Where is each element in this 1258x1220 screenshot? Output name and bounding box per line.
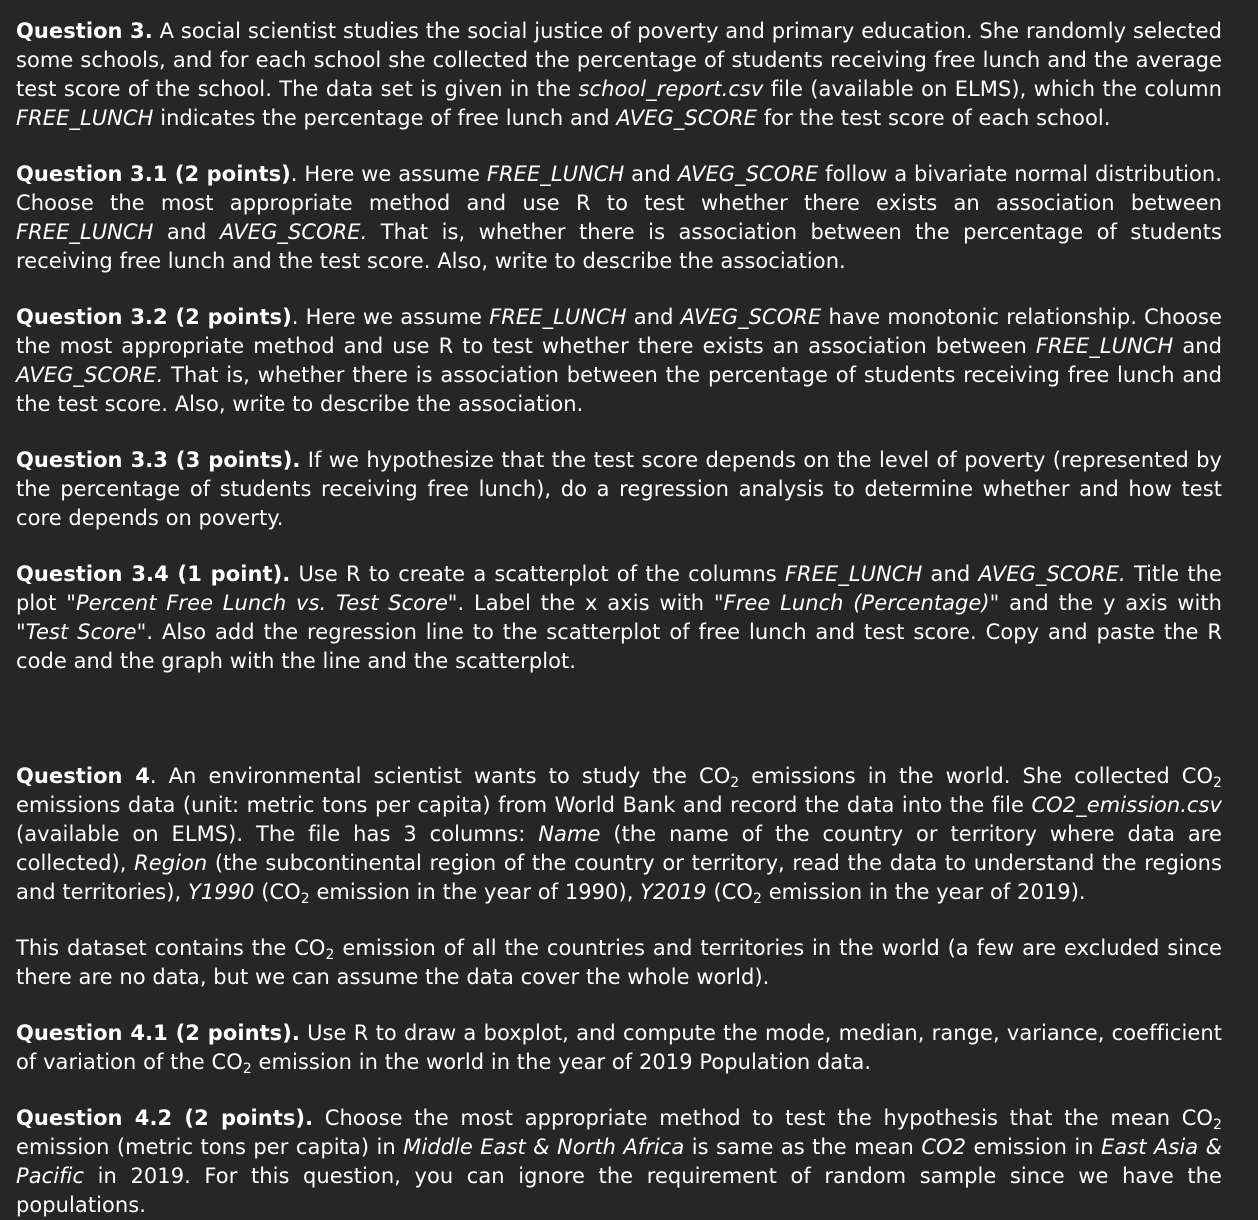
question-4-note <box>16 934 1222 992</box>
question-text: " and the y axis with " <box>16 591 1222 644</box>
column-name: FREE_LUNCH <box>1035 334 1174 358</box>
column-name: Y2019 <box>640 880 707 904</box>
column-name: FREE_LUNCH <box>784 562 923 586</box>
question-text: and <box>1182 334 1222 358</box>
question-4-2-label: Question 4.2 (2 points). <box>16 1106 314 1130</box>
question-text: (available on ELMS). The file has 3 columns: <box>16 822 526 846</box>
question-text: Choose the most appropriate method to test the hypothesis that the mean CO <box>324 1106 1214 1130</box>
subscript: 2 <box>752 891 762 907</box>
subscript: 2 <box>325 947 335 963</box>
question-text: emission in the year of 2019). <box>768 880 1086 904</box>
question-text: (CO <box>261 880 301 904</box>
question-text: and <box>930 562 971 586</box>
question-3-2 <box>16 303 1222 419</box>
question-text: Title the plot " <box>16 562 1222 615</box>
question-text: ". Also add the regression line to the scatterplot of free lunch and test score. Copy and paste the R code and the graph with the line and the scatterplot. <box>16 620 1223 673</box>
question-text: follow a bivariate normal distribution. Choose the most appropriate method and use R to test whether there exists an association between <box>16 162 1223 215</box>
question-text: and <box>166 220 207 244</box>
subscript: 2 <box>1213 1117 1222 1133</box>
question-4-1 <box>16 1019 1222 1077</box>
document-page <box>16 17 1222 1220</box>
question-text: (the name of the country or territory where data are collected), <box>16 822 1222 875</box>
question-text: and <box>631 162 671 186</box>
question-4 <box>16 762 1222 907</box>
question-3-1 <box>16 160 1222 276</box>
x-label-text: Free Lunch (Percentage) <box>723 591 990 615</box>
question-text: and <box>633 305 674 329</box>
question-text: in 2019. For this question, you can ignore the requirement of random sample since we have the populations. <box>16 1164 1222 1217</box>
region-name: Middle East & North Africa <box>403 1135 685 1159</box>
question-3-label: Question 3. <box>16 19 153 43</box>
question-3-text: A social scientist studies the social justice of poverty and primary education. She randomly selected some schools, and for each school she collected the percentage of students receiving free lunch and the average test score of the school. The data set is given in the <box>16 19 1222 101</box>
column-name: AVEG_SCORE. <box>220 220 368 244</box>
question-3 <box>16 17 1222 133</box>
question-text: . An environmental scientist wants to study the CO <box>149 764 731 788</box>
filename: CO2_emission.csv <box>1031 793 1222 817</box>
question-3-text: indicates the percentage of free lunch and <box>160 106 610 130</box>
column-name: Name <box>538 822 601 846</box>
question-3-4 <box>16 560 1222 676</box>
question-text: emission in the year of 1990), <box>316 880 634 904</box>
question-3-text: file (available on ELMS), which the column <box>770 77 1223 101</box>
co2-text: CO2 <box>921 1135 967 1159</box>
question-text: (the subcontinental region of the country or territory, read the data to understand the regions and territories), <box>16 851 1222 904</box>
column-name: FREE_LUNCH <box>489 305 627 329</box>
column-name: AVEG_SCORE <box>680 305 822 329</box>
question-text: emissions in the world. She collected CO <box>751 764 1214 788</box>
question-3-text: for the test score of each school. <box>763 106 1111 130</box>
column-name: FREE_LUNCH <box>486 162 625 186</box>
question-text: Use R to create a scatterplot of the columns <box>298 562 777 586</box>
question-text: is same as the mean <box>691 1135 914 1159</box>
region-name: East Asia & Pacific <box>16 1135 1223 1188</box>
question-text: emission of all the countries and territories in the world (a few are excluded since there are no data, but we can assume the data cover the whole world). <box>16 936 1223 989</box>
question-3-3 <box>16 446 1222 533</box>
column-name: AVEG_SCORE. <box>978 562 1126 586</box>
subscript: 2 <box>730 775 740 791</box>
question-text: emissions data (unit: metric tons per capita) from World Bank and record the data into the file <box>16 793 1025 817</box>
filename: school_report.csv <box>578 77 764 101</box>
subscript: 2 <box>242 1061 252 1077</box>
question-text: ". Label the x axis with " <box>447 591 724 615</box>
question-text: That is, whether there is association between the percentage of students receiving free lunch and the test score. Also, write to describe the association. <box>16 220 1223 273</box>
column-name: Region <box>134 851 208 875</box>
column-name: Y1990 <box>187 880 255 904</box>
question-4-2 <box>16 1104 1222 1220</box>
column-name: FREE_LUNCH <box>16 106 154 130</box>
question-text: (CO <box>713 880 753 904</box>
subscript: 2 <box>300 891 310 907</box>
column-name: AVEG_SCORE <box>616 106 757 130</box>
question-3-2-label: Question 3.2 (2 points) <box>16 305 292 329</box>
question-text: That is, whether there is association between the percentage of students receiving free lunch and the test score. Also, write to describe the association. <box>16 363 1222 416</box>
subscript: 2 <box>1213 775 1222 791</box>
question-text: Use R to draw a boxplot, and compute the mode, median, range, variance, coefficient of variation of the CO <box>16 1021 1222 1074</box>
question-text: . Here we assume <box>291 305 482 329</box>
y-label-text: Test Score <box>25 620 137 644</box>
column-name: AVEG_SCORE <box>677 162 819 186</box>
question-text: This dataset contains the CO <box>16 936 326 960</box>
question-text: If we hypothesize that the test score depends on the level of poverty (represented by the percentage of students receiving free lunch), do a regression analysis to determine whether and how test core depends on poverty. <box>16 448 1222 530</box>
plot-title-text: Percent Free Lunch vs. Test Score <box>75 591 448 615</box>
question-3-3-label: Question 3.3 (3 points). <box>16 448 301 472</box>
question-4-1-label: Question 4.1 (2 points). <box>16 1021 300 1045</box>
question-text: have monotonic relationship. Choose the most appropriate method and use R to test whether there exists an association between <box>16 305 1222 358</box>
question-text: emission in <box>973 1135 1094 1159</box>
column-name: AVEG_SCORE. <box>16 363 164 387</box>
column-name: FREE_LUNCH <box>16 220 154 244</box>
question-3-1-label: Question 3.1 (2 points) <box>16 162 291 186</box>
question-4-label: Question 4 <box>16 764 150 788</box>
question-text: emission in the world in the year of 2019 Population data. <box>258 1050 872 1074</box>
question-3-4-label: Question 3.4 (1 point). <box>16 562 291 586</box>
question-text: . Here we assume <box>290 162 480 186</box>
question-text: emission (metric tons per capita) in <box>16 1135 396 1159</box>
